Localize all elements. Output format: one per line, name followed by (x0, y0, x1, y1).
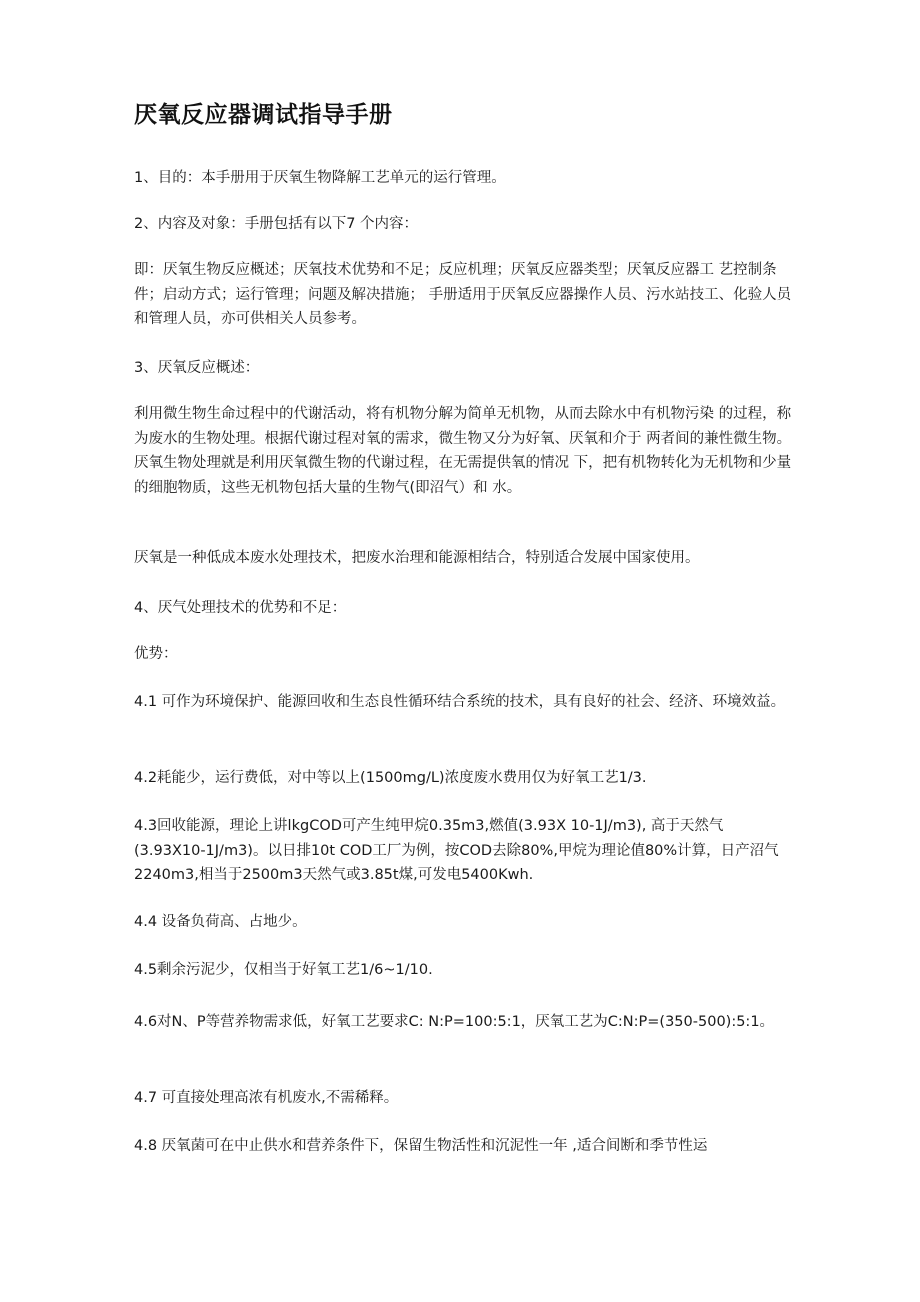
paragraph-4-6: 4.6对N、P等营养物需求低，好氧工艺要求C: N:P=100:5:1，厌氧工艺为C:N:P=(350-500):5:1。 (134, 1014, 775, 1030)
paragraph-content-list: 即：厌氧生物反应概述；厌氧技术优势和不足；反应机理；厌氧反应器类型；厌氧反应器工 艺控制条件；启动方式；运行管理；问题及解决措施； 手册适用于厌氧反应器操作人员、污水站技工、化验人员和管理人员，亦可供相关人员参考。 (134, 262, 792, 327)
paragraph-4-8: 4.8 厌氧菌可在中止供水和营养条件下，保留生物活性和沉泥性一年 ,适合间断和季节性运 (134, 1138, 708, 1154)
paragraph-4-2: 4.2耗能少，运行费低，对中等以上(1500mg/L)浓度废水费用仅为好氧工艺1/3. (134, 770, 647, 786)
paragraph-4-1: 4.1 可作为环境保护、能源回收和生态良性循环结合系统的技术，具有良好的社会、经济、环境效益。 (134, 694, 786, 710)
paragraph-4-5: 4.5剩余污泥少，仅相当于好氧工艺1/6~1/10. (134, 962, 433, 978)
document-title: 厌氧反应器调试指导手册 (134, 102, 393, 128)
paragraph-low-cost: 厌氧是一种低成本废水处理技术，把废水治理和能源相结合，特别适合发展中国家使用。 (134, 550, 700, 566)
paragraph-section-4-heading: 4、厌气处理技术的优势和不足： (134, 600, 347, 616)
paragraph-4-7: 4.7 可直接处理高浓有机废水,不需稀释。 (134, 1090, 399, 1106)
paragraph-purpose: 1、目的：本手册用于厌氧生物降解工艺单元的运行管理。 (134, 170, 506, 186)
paragraph-4-4: 4.4 设备负荷高、占地少。 (134, 914, 307, 930)
paragraph-4-3: 4.3回收能源，理论上讲lkgCOD可产生纯甲烷0.35m3,燃值(3.93Ⅹ 10-1J/m3), 高于天然气(3.93Ⅹ10-1J/m3)。以日排10t COD工厂为例，按COD去除80%,甲烷为理论值80%计算，日产沼气2240m3,相当于2500m3天然气或3.85t煤,可发电5400Kwh. (134, 818, 779, 883)
paragraph-section-3-heading: 3、厌氧反应概述： (134, 360, 260, 376)
paragraph-overview: 利用微生物生命过程中的代谢活动，将有机物分解为简单无机物，从而去除水中有机物污染 的过程，称为废水的生物处理。根据代谢过程对氧的需求，微生物又分为好氧、厌氧和介于 两者间的兼性微生物。厌氧生物处理就是利用厌氧微生物的代谢过程，在无需提供氧的情况 下，把有机物转化为无机物和少量的细胞物质，这些无机物包括大量的生物气(即沼气）和 水。 (134, 406, 792, 496)
paragraph-advantages-heading: 优势： (134, 646, 178, 662)
paragraph-contents: 2、内容及对象：手册包括有以下7 个内容： (134, 216, 419, 232)
